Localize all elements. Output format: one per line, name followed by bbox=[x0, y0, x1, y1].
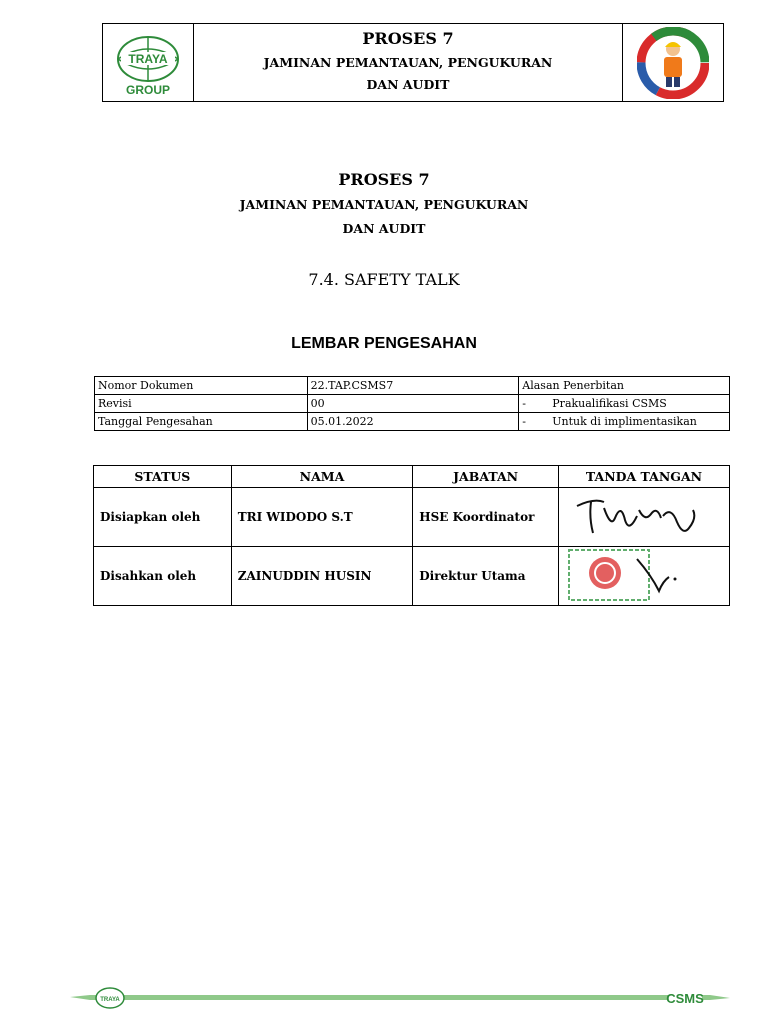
sheet-title: LEMBAR PENGESAHAN bbox=[291, 335, 477, 352]
date-label: Tanggal Pengesahan bbox=[95, 413, 308, 431]
header-subtitle-line2: DAN AUDIT bbox=[366, 77, 450, 92]
revision-value: 00 bbox=[307, 395, 519, 413]
footer-bar bbox=[70, 995, 730, 1000]
table-row bbox=[95, 377, 730, 395]
status-cell: Disahkan oleh bbox=[94, 547, 232, 606]
footer-logo-left: TRAYA bbox=[100, 997, 120, 1003]
document-header bbox=[102, 23, 724, 102]
status-cell: Disiapkan oleh bbox=[94, 488, 232, 547]
reason-item-1 bbox=[519, 395, 730, 413]
col-name: NAMA bbox=[231, 466, 413, 488]
worker-body-icon bbox=[664, 57, 682, 77]
approval-table bbox=[93, 465, 730, 606]
doc-number-value: 22.TAP.CSMS7 bbox=[307, 377, 519, 395]
hse-logo-cell bbox=[623, 24, 723, 101]
traya-logo-sub: GROUP bbox=[125, 82, 171, 97]
table-row bbox=[94, 488, 730, 547]
company-stamp-image bbox=[559, 547, 729, 602]
table-row bbox=[95, 413, 730, 431]
revision-label: Revisi bbox=[95, 395, 308, 413]
reason-item-2 bbox=[519, 413, 730, 431]
header-title: PROSES 7 bbox=[362, 29, 454, 48]
reason-label: Alasan Penerbitan bbox=[519, 377, 730, 395]
reason-text-2: Untuk di implimentasikan bbox=[552, 415, 697, 428]
dash: - bbox=[522, 415, 526, 428]
doc-number-label: Nomor Dokumen bbox=[95, 377, 308, 395]
col-status: STATUS bbox=[94, 466, 232, 488]
document-info-table bbox=[94, 376, 730, 431]
page-subtitle-line2: DAN AUDIT bbox=[342, 221, 426, 236]
footer-logo-right: CSMS bbox=[666, 991, 704, 1006]
col-position: JABATAN bbox=[413, 466, 559, 488]
signature-image bbox=[559, 488, 729, 543]
name-cell: ZAINUDDIN HUSIN bbox=[231, 547, 413, 606]
signature-stamp-cell bbox=[558, 547, 729, 606]
position-cell: HSE Koordinator bbox=[413, 488, 559, 547]
section-title: 7.4. SAFETY TALK bbox=[308, 270, 460, 289]
name-cell: TRI WIDODO S.T bbox=[231, 488, 413, 547]
signature-cell bbox=[558, 488, 729, 547]
table-row bbox=[95, 395, 730, 413]
date-value: 05.01.2022 bbox=[307, 413, 519, 431]
document-footer bbox=[70, 985, 730, 1011]
table-header-row bbox=[94, 466, 730, 488]
dash: - bbox=[522, 397, 526, 410]
reason-text-1: Prakualifikasi CSMS bbox=[552, 397, 667, 410]
col-signature: TANDA TANGAN bbox=[558, 466, 729, 488]
hse-logo bbox=[637, 27, 709, 99]
page-subtitle-line1: JAMINAN PEMANTAUAN, PENGUKURAN bbox=[239, 197, 529, 212]
table-row bbox=[94, 547, 730, 606]
header-title-cell bbox=[194, 24, 623, 101]
header-subtitle-line1: JAMINAN PEMANTAUAN, PENGUKURAN bbox=[263, 55, 553, 70]
traya-logo-text: TRAYA bbox=[128, 51, 168, 66]
page-title: PROSES 7 bbox=[338, 170, 430, 189]
position-cell: Direktur Utama bbox=[413, 547, 559, 606]
traya-group-logo bbox=[109, 29, 187, 97]
traya-logo-cell bbox=[103, 24, 194, 101]
footer-graphic bbox=[70, 985, 730, 1011]
